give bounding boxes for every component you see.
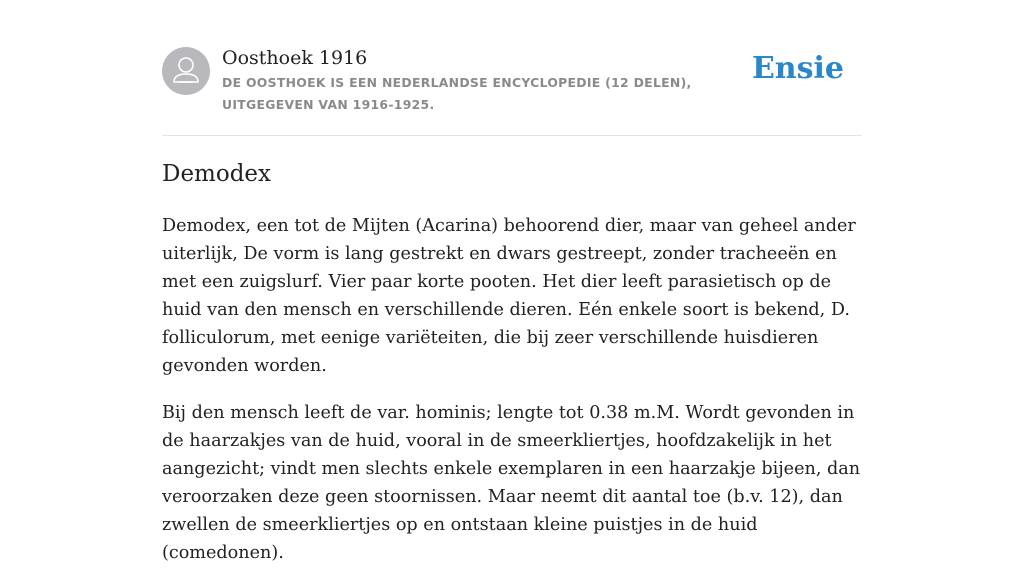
article-body — [162, 212, 862, 586]
article-title: Demodex — [162, 161, 272, 187]
source-description: DE OOSTHOEK IS EEN NEDERLANDSE ENCYCLOPEDIE (12 DELEN), UITGEGEVEN VAN 1916-1925. — [222, 75, 692, 112]
article-paragraph: Bij den mensch leeft de var. hominis; lengte tot 0.38 m.M. Wordt gevonden in de haarzakjes van de huid, vooral in de smeerkliertjes, hoofdzakelijk in het aangezicht; vindt men slechts enkele exemplaren in een haarzakje bijeen, dan veroorzaken deze geen stoornissen. Maar neemt dit aantal toe (b.v. 12), dan zwellen de smeerkliertjes op en ontstaan kleine puistjes in de huid (comedonen). — [162, 403, 861, 563]
header-divider — [162, 135, 862, 136]
user-icon — [162, 47, 210, 95]
source-title[interactable]: Oosthoek 1916 — [222, 47, 368, 69]
source-header — [162, 46, 862, 118]
avatar[interactable] — [162, 47, 210, 95]
ensie-logo[interactable]: Ensie — [751, 51, 844, 86]
article-paragraph: Demodex, een tot de Mijten (Acarina) behoorend dier, maar van geheel ander uiterlijk, De vorm is lang gestrekt en dwars gestreept, zonder tracheeën en met een zuigslurf. Vier paar korte pooten. Het dier leeft parasietisch op de huid van den mensch en verschillende dieren. Eén enkele soort is bekend, D. folliculorum, met eenige variëteiten, die bij zeer verschillende huisdieren gevonden worden. — [162, 216, 856, 376]
